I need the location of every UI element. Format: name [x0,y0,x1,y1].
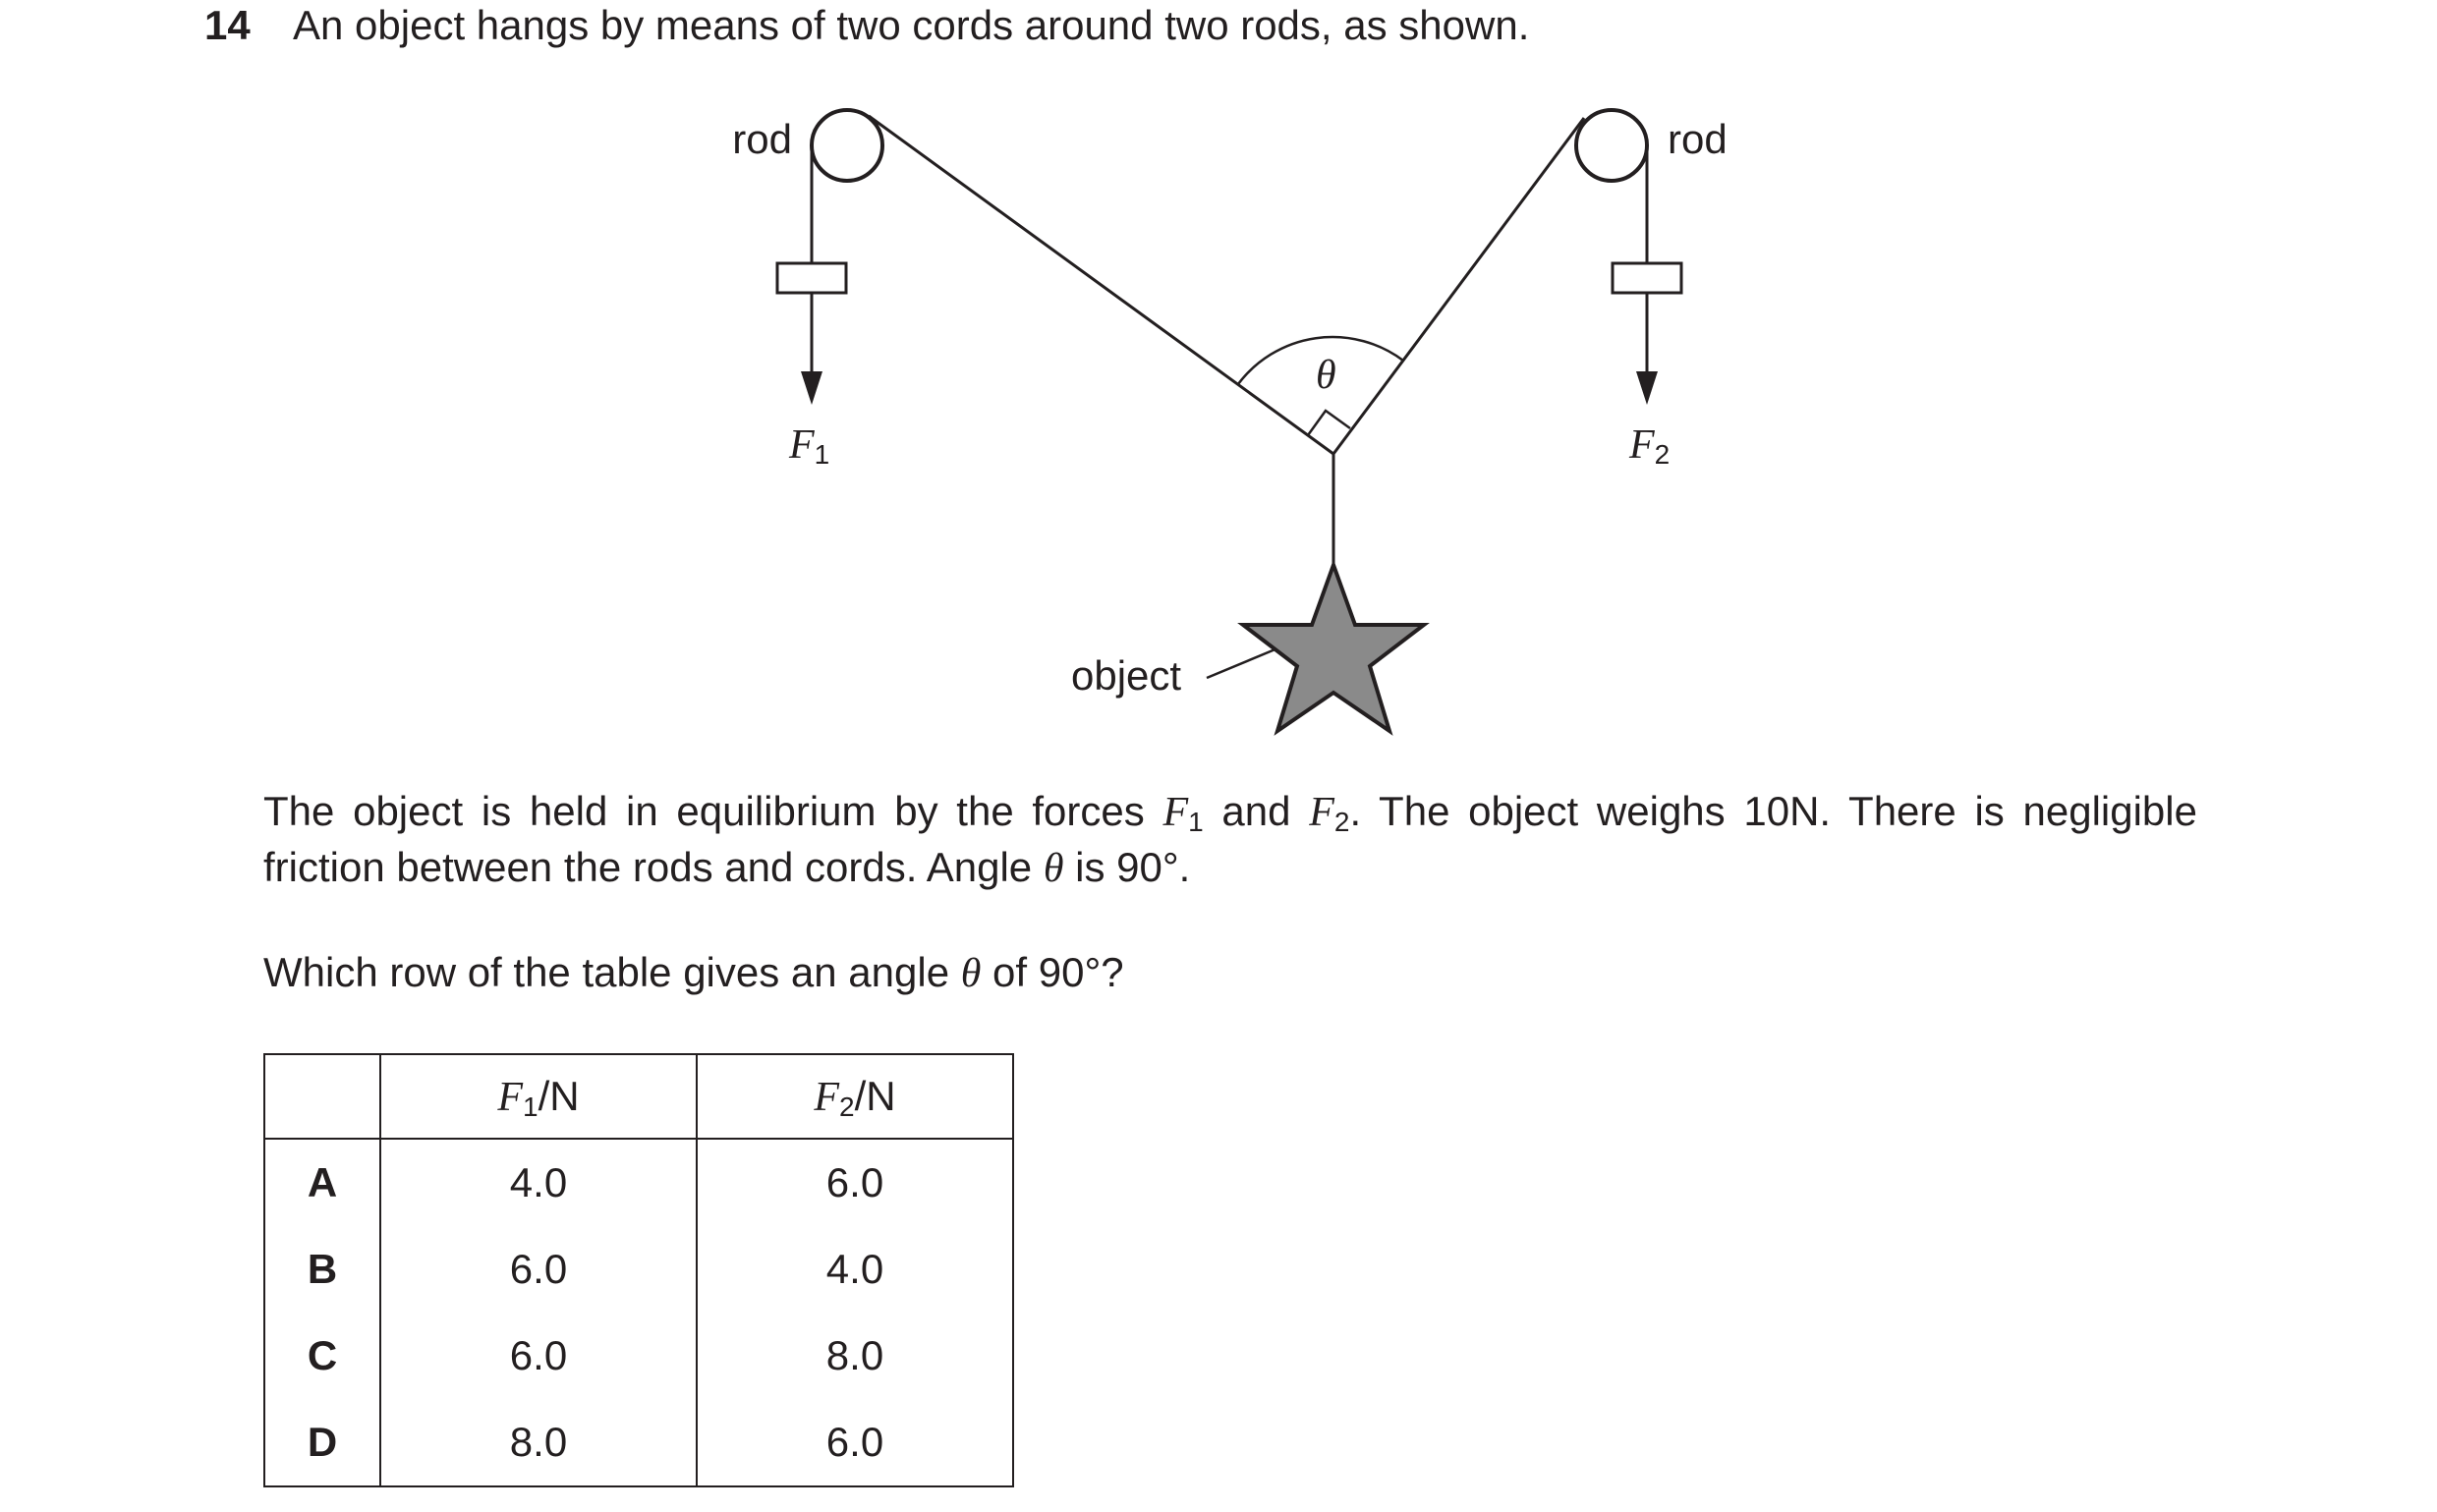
object-leader-line [1207,648,1277,678]
option-label: B [264,1226,380,1313]
left-rod [812,110,882,181]
option-label: A [264,1139,380,1226]
table-row [264,1399,1013,1486]
right-clamp [1613,263,1681,293]
right-force-arrowhead [1636,371,1658,405]
theta-label: θ [1316,353,1336,398]
header-f1: $F_1/N$ [380,1054,697,1139]
question-text: An object hangs by means of two cords around two rods, as shown. [293,2,1530,48]
left-cord-diagonal [869,116,1333,454]
f2-value: 8.0 [697,1313,1013,1399]
right-rod [1576,110,1647,181]
question-number: 14 [204,2,251,48]
header-f2: $F_2/N$ [697,1054,1013,1139]
f1-value: 6.0 [380,1313,697,1399]
f1-value: 4.0 [380,1139,697,1226]
f1-value: 8.0 [380,1399,697,1486]
left-clamp [777,263,846,293]
option-label: D [264,1399,380,1486]
table-header-row [264,1054,1013,1139]
f2-value: 6.0 [697,1399,1013,1486]
star-object [1243,565,1424,731]
force-right-label: F2 [1629,422,1671,470]
header-option-cell [264,1054,380,1139]
f1-value: 6.0 [380,1226,697,1313]
f2-value: 6.0 [697,1139,1013,1226]
equilibrium-paragraph: The object is held in equilibrium by the forces $F_1$ and $F_2$. The object weighs 10N. There is negligible friction between the rods and cords. Angle θ is 90°. [263,788,2197,891]
question-prompt: Which row of the table gives an angle θ of 90°? [263,949,1124,996]
rod-right-label: rod [1668,116,1728,162]
left-force-arrowhead [801,371,822,405]
table-row [264,1226,1013,1313]
right-cord-diagonal [1333,118,1584,454]
table-row [264,1313,1013,1399]
option-label: C [264,1313,380,1399]
answer-table [263,1053,1014,1487]
table-row [264,1139,1013,1226]
force-left-label: F1 [789,422,830,470]
rod-left-label: rod [732,116,792,162]
f2-value: 4.0 [697,1226,1013,1313]
right-angle-marker [1308,411,1350,435]
object-label: object [1071,652,1182,699]
